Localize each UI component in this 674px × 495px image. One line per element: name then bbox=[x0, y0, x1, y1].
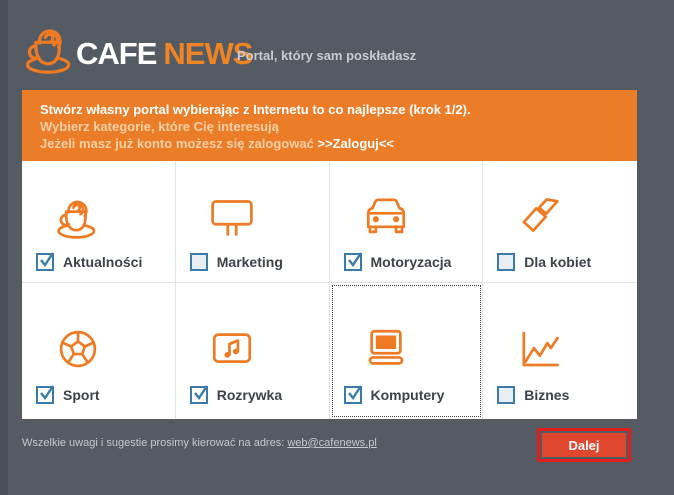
category-grid bbox=[22, 161, 637, 419]
category-cell-dla-kobiet[interactable] bbox=[483, 161, 637, 283]
car-icon bbox=[359, 187, 413, 243]
category-cell-sport[interactable] bbox=[22, 283, 176, 419]
rozrywka-checkbox[interactable] bbox=[190, 386, 208, 404]
click-target-annotation bbox=[537, 428, 631, 462]
main-panel bbox=[22, 90, 637, 419]
category-cell-rozrywka[interactable] bbox=[176, 283, 330, 419]
category-cell-marketing[interactable] bbox=[176, 161, 330, 283]
category-label: Aktualności bbox=[63, 254, 143, 270]
category-cell-biznes[interactable] bbox=[483, 283, 637, 419]
category-label: Rozrywka bbox=[216, 387, 283, 403]
login-link[interactable]: >>Zaloguj<< bbox=[317, 136, 395, 151]
banner-line-3: Jeżeli masz już konto możesz się zalogować >>Zaloguj<< bbox=[40, 136, 395, 151]
category-label: Dla kobiet bbox=[524, 254, 592, 270]
contact-email-link[interactable]: web@cafenews.pl bbox=[287, 437, 377, 449]
intro-banner bbox=[22, 90, 637, 161]
category-label: Marketing bbox=[216, 254, 283, 270]
category-cell-motoryzacja[interactable] bbox=[330, 161, 484, 283]
marketing-checkbox[interactable] bbox=[190, 253, 208, 271]
aktualnosci-checkbox[interactable] bbox=[36, 253, 54, 271]
brand-logo[interactable] bbox=[76, 36, 252, 72]
biznes-checkbox[interactable] bbox=[497, 386, 515, 404]
category-label: Komputery bbox=[370, 387, 445, 403]
line-chart-icon bbox=[512, 321, 566, 377]
coffee-cup-logo-icon bbox=[20, 12, 80, 80]
laptop-icon bbox=[359, 321, 413, 377]
soccer-ball-icon bbox=[51, 321, 105, 377]
music-screen-icon bbox=[205, 321, 259, 377]
banner-line-2: Wybierz kategorie, które Cię interesują bbox=[40, 119, 279, 134]
category-label: Motoryzacja bbox=[370, 254, 452, 270]
banner-line-1: Stwórz własny portal wybierając z Internetu to co najlepsze (krok 1/2). bbox=[40, 102, 471, 117]
category-cell-aktualnosci[interactable] bbox=[22, 161, 176, 283]
coffee-cup-icon bbox=[51, 187, 105, 243]
sport-checkbox[interactable] bbox=[36, 386, 54, 404]
brand-news: NEWS bbox=[163, 36, 253, 71]
brand-cafe: CAFE bbox=[76, 36, 157, 71]
next-button[interactable]: Dalej bbox=[542, 433, 626, 457]
category-label: Biznes bbox=[524, 387, 570, 403]
footer-note: Wszelkie uwagi i sugestie prosimy kierować na adres: web@cafenews.pl bbox=[22, 437, 377, 449]
billboard-icon bbox=[205, 187, 259, 243]
window-edge bbox=[0, 0, 8, 495]
komputery-checkbox[interactable] bbox=[344, 386, 362, 404]
category-label: Sport bbox=[63, 387, 100, 403]
lipstick-icon bbox=[512, 187, 566, 243]
motoryzacja-checkbox[interactable] bbox=[344, 253, 362, 271]
category-cell-komputery[interactable] bbox=[330, 283, 484, 419]
tagline: Portal, który sam poskładasz bbox=[237, 48, 417, 63]
dla-kobiet-checkbox[interactable] bbox=[497, 253, 515, 271]
